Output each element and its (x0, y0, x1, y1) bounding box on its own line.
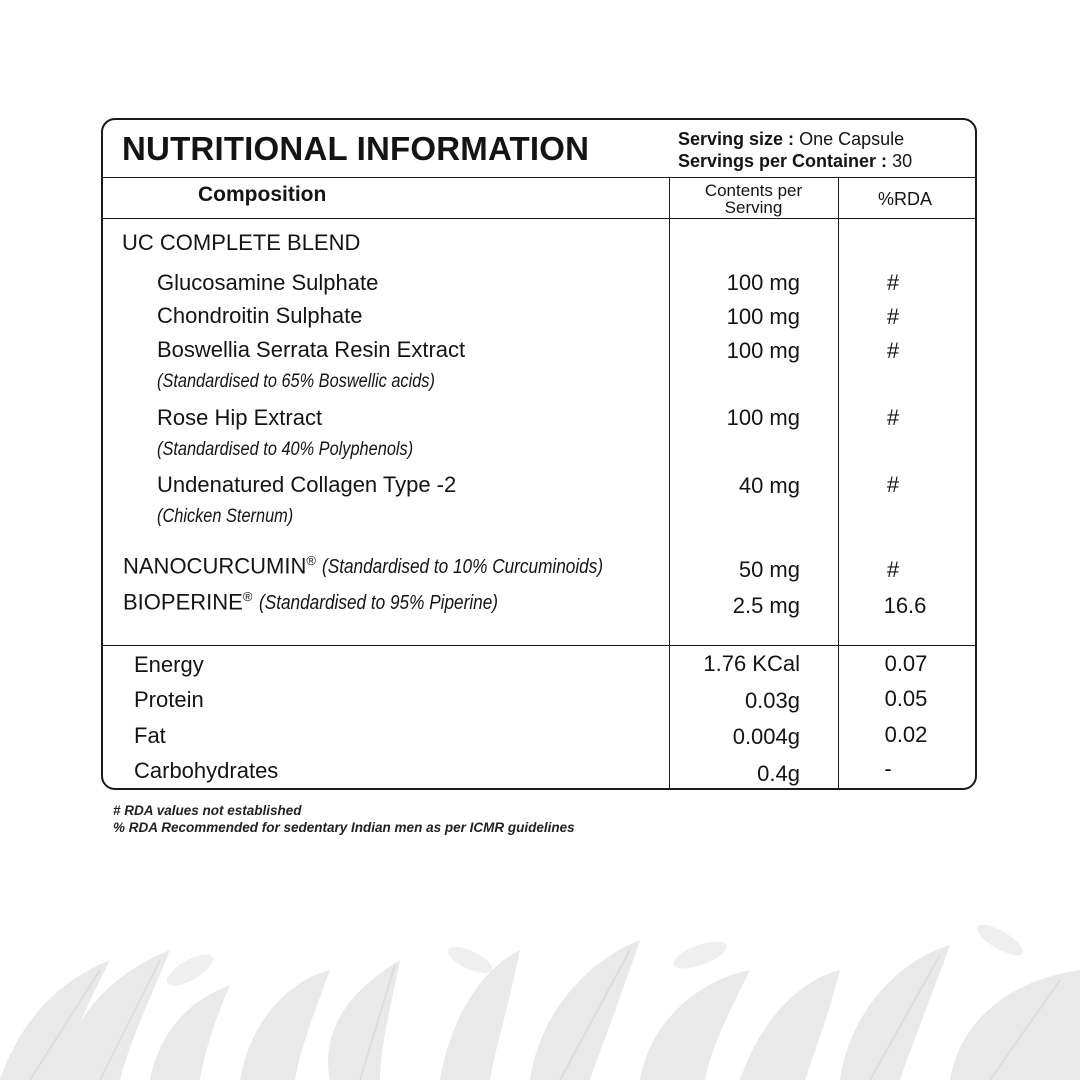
serving-size-value: One Capsule (799, 129, 905, 149)
nutrient-amount: 0.4g (757, 761, 800, 786)
page-title: NUTRITIONAL INFORMATION (122, 130, 590, 167)
column-divider-2 (838, 177, 839, 789)
blend-item-rda: # (886, 270, 900, 295)
extra-ingredient-name: BIOPERINE (123, 589, 243, 615)
extra-ingredient-amount: 50 mg (738, 557, 800, 582)
blend-item-amount: 100 mg (726, 338, 800, 363)
column-header-composition: Composition (198, 183, 327, 206)
blend-item-rda: # (886, 472, 900, 497)
nutrient-name: Energy (134, 652, 204, 677)
blend-item-rda: # (886, 304, 900, 329)
blend-item-name: Glucosamine Sulphate (157, 270, 379, 295)
nutrient-amount: 0.03g (744, 688, 800, 713)
blend-item-amount: 100 mg (726, 270, 800, 295)
extra-ingredient-note: (Standardised to 95% Piperine) (258, 592, 498, 615)
blend-item-amount: 100 mg (726, 405, 800, 430)
contents-header-line2: Serving (724, 198, 783, 217)
extra-ingredient-rda: # (886, 557, 900, 582)
registered-mark: ® (242, 589, 253, 604)
blend-item-note: (Standardised to 40% Polyphenols) (157, 439, 414, 460)
blend-item-amount: 100 mg (726, 304, 800, 329)
servings-per-container (678, 150, 912, 172)
nutrient-amount: 1.76 KCal (703, 651, 800, 676)
serving-size (678, 128, 904, 150)
blend-item-name: Rose Hip Extract (157, 405, 323, 430)
serving-size-label: Serving size : (678, 129, 795, 149)
column-header-divider (103, 218, 975, 219)
nutrient-name: Carbohydrates (134, 758, 279, 783)
nutrient-rda: 0.02 (884, 722, 928, 747)
nutrients-divider (103, 645, 975, 646)
blend-item-name: Boswellia Serrata Resin Extract (157, 337, 466, 362)
nutrient-rda: - (884, 756, 892, 781)
blend-item-rda: # (886, 405, 900, 430)
footnote: # RDA values not established (113, 803, 302, 818)
column-header-contents (671, 182, 836, 216)
blend-item-amount: 40 mg (738, 473, 800, 498)
blend-title: UC COMPLETE BLEND (122, 230, 361, 255)
blend-item-rda: # (886, 338, 900, 363)
column-header-rda: %RDA (878, 189, 933, 209)
extra-ingredient (123, 589, 536, 615)
nutrient-name: Protein (134, 687, 204, 712)
foliage-decoration (0, 900, 1080, 1080)
contents-header-line1: Contents per (704, 181, 803, 200)
extra-ingredient-note: (Standardised to 10% Curcuminoids) (322, 556, 604, 579)
nutrient-rda: 0.07 (884, 651, 928, 676)
blend-item-note: (Standardised to 65% Boswellic acids) (157, 371, 435, 392)
nutrient-amount: 0.004g (732, 724, 800, 749)
header-divider (103, 177, 975, 178)
blend-item-name: Undenatured Collagen Type -2 (157, 472, 457, 497)
nutrient-rda: 0.05 (884, 686, 928, 711)
blend-item-note: (Chicken Sternum) (157, 506, 294, 527)
extra-ingredient (123, 553, 649, 579)
nutrient-name: Fat (134, 723, 166, 748)
extra-ingredient-amount: 2.5 mg (732, 593, 800, 618)
footnote: % RDA Recommended for sedentary Indian men as per ICMR guidelines (113, 820, 575, 835)
extra-ingredient-name: NANOCURCUMIN (123, 553, 307, 579)
servings-value: 30 (892, 151, 913, 171)
registered-mark: ® (306, 553, 316, 568)
blend-item-name: Chondroitin Sulphate (157, 303, 363, 328)
servings-label: Servings per Container : (678, 151, 888, 171)
extra-ingredient-rda: 16.6 (883, 593, 927, 618)
